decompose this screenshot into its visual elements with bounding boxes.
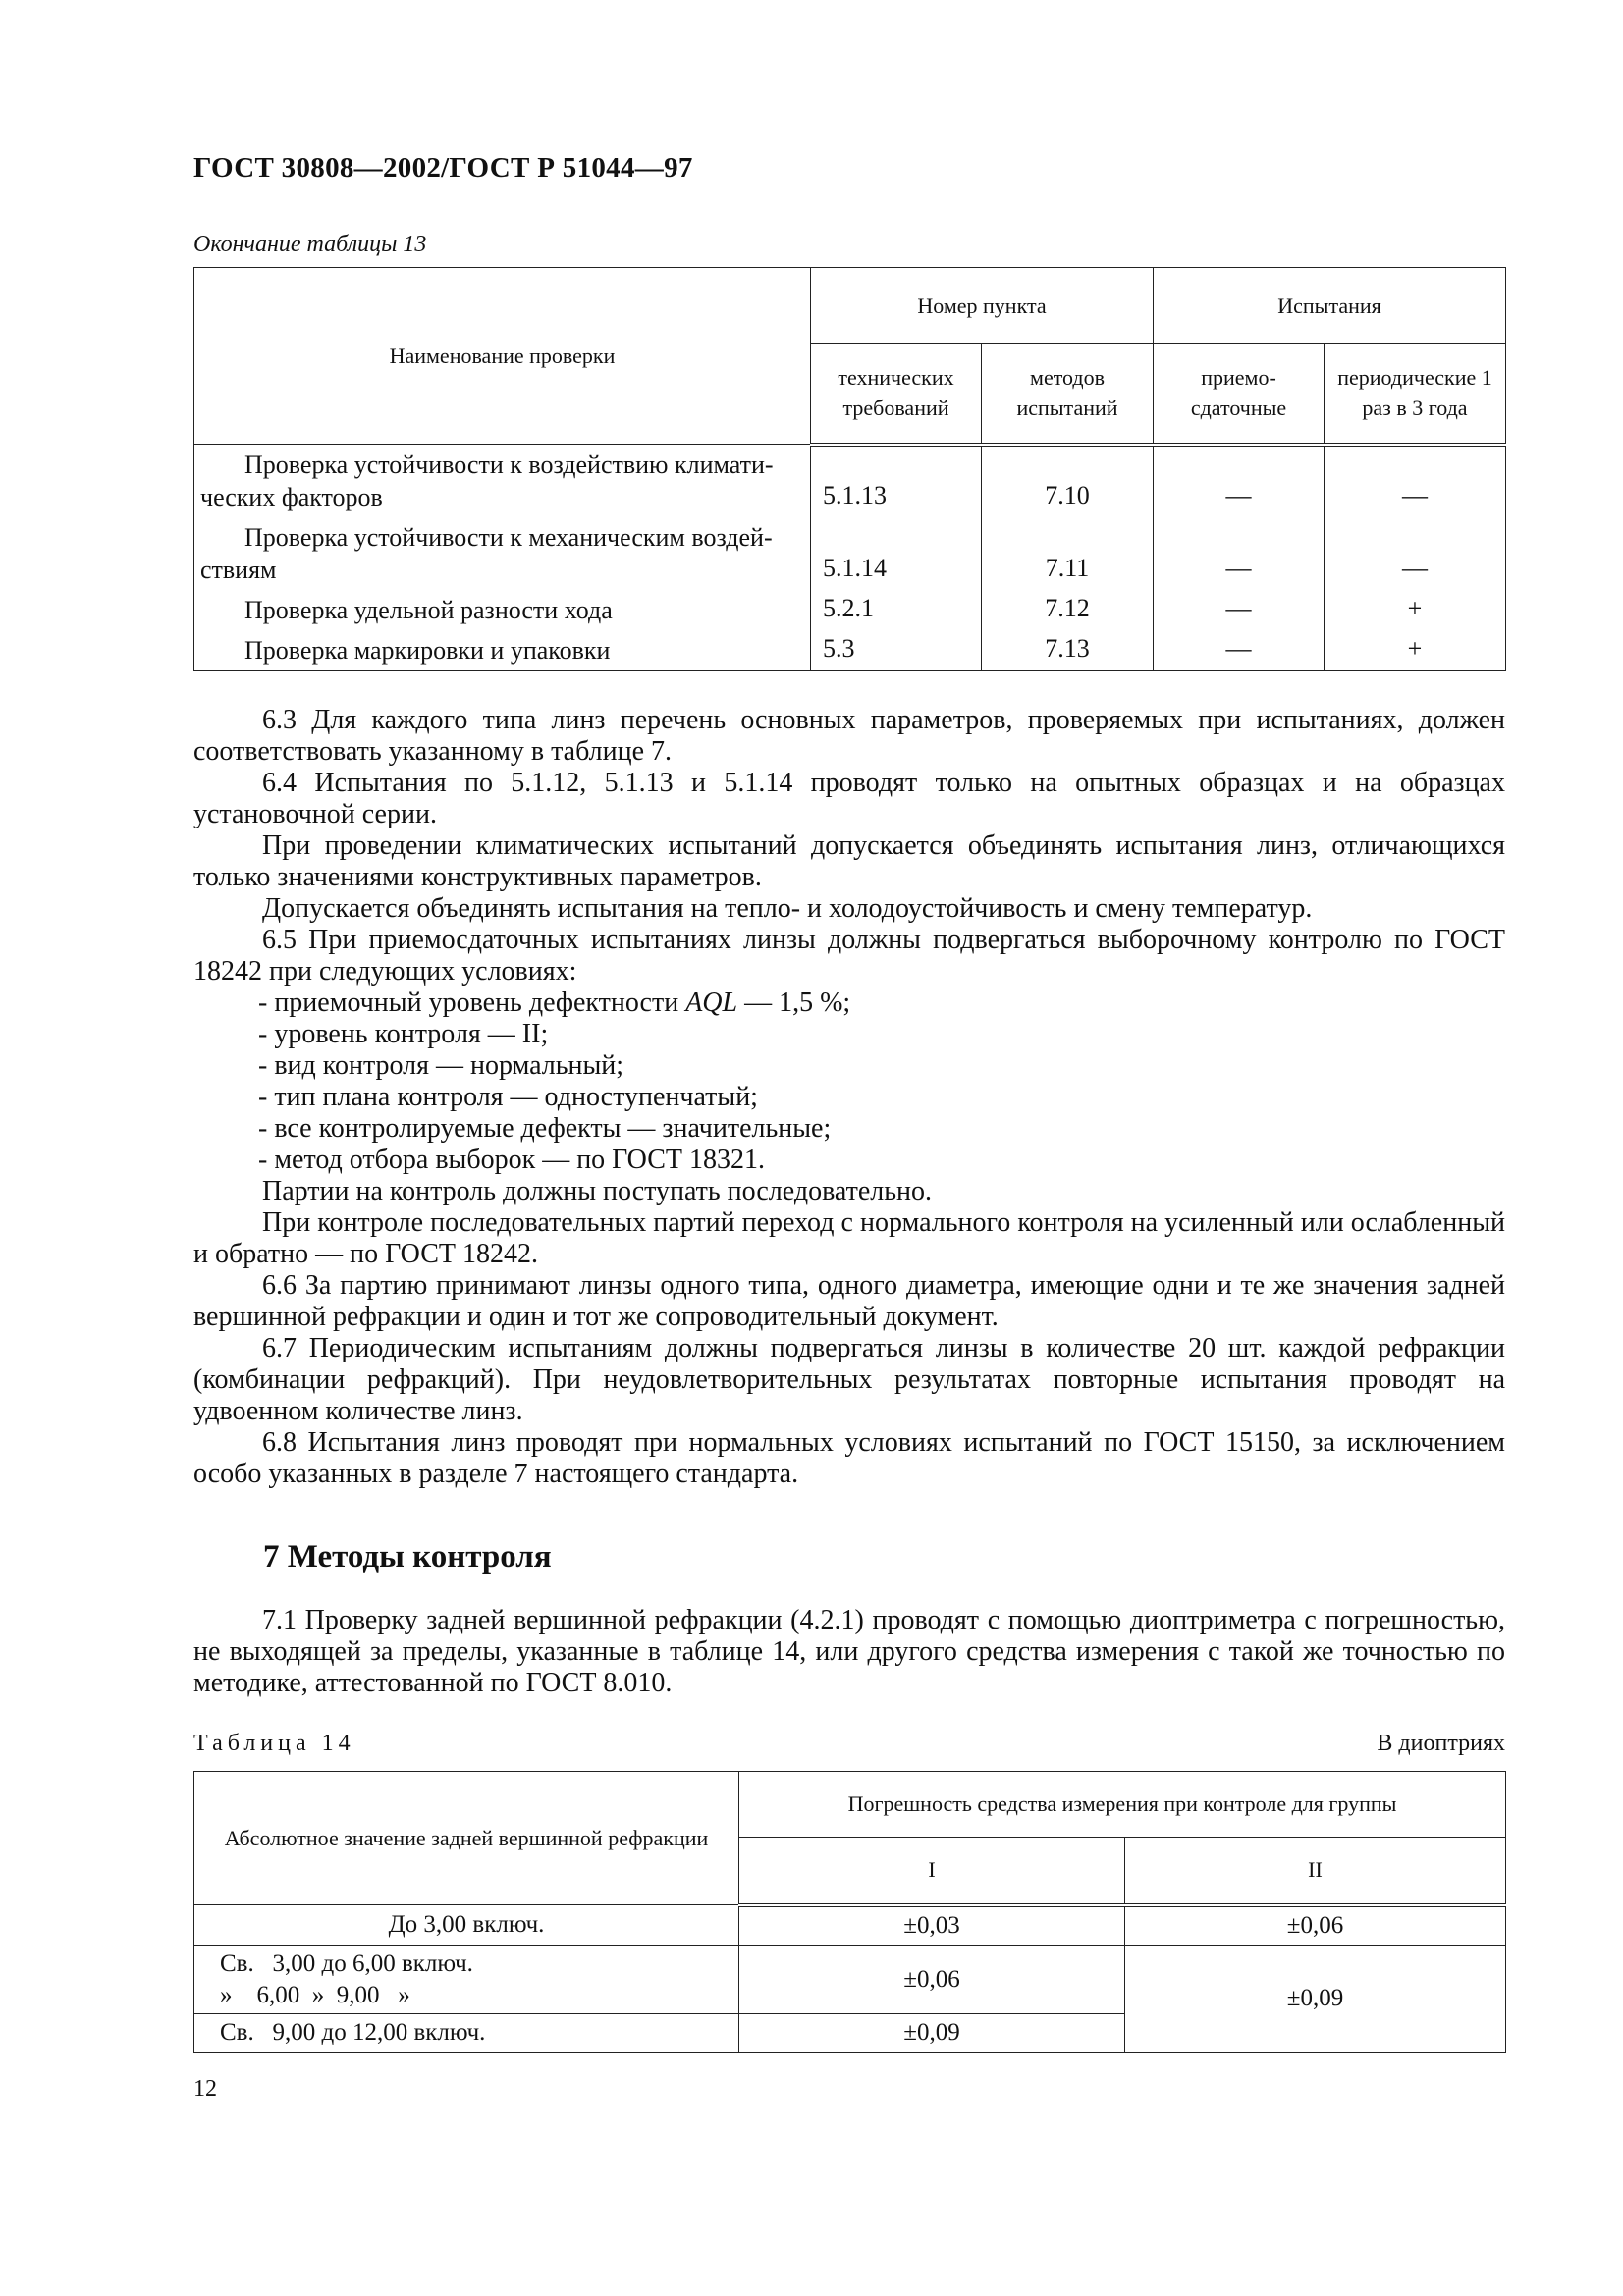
row-accept: — [1154, 517, 1325, 590]
paragraph-6-5: 6.5 При приемосдаточных испытаниях линзы должны подвергаться выборочному контролю по ГОСТ 18242 при следующих условиях: [193, 925, 1505, 987]
col-header-tech-req: технических требований [811, 344, 982, 445]
row-tech: 5.1.14 [811, 517, 982, 590]
table-row [194, 445, 1506, 518]
section-6-text [193, 705, 1505, 1490]
row-name-line1: Проверка удельной разности хода [244, 596, 613, 624]
row-periodic: + [1325, 630, 1506, 671]
list-item: - метод отбора выборок — по ГОСТ 18321. [258, 1145, 766, 1175]
col-header-name: Наименование проверки [194, 268, 811, 445]
row-name-line2: ческих факторов [200, 483, 383, 511]
section-7-text [193, 1605, 1505, 1699]
col-header-acceptance: приемо- сдаточные [1154, 344, 1325, 445]
row-group-1: ±0,06 [739, 1946, 1125, 2014]
section-7-heading: 7 Методы контроля [263, 1539, 552, 1575]
row-method: 7.12 [982, 590, 1154, 630]
row-tech: 5.3 [811, 630, 982, 671]
col-header-periodic: периодические 1 раз в 3 года [1325, 344, 1506, 445]
table-row [194, 1905, 1506, 1946]
row-periodic: — [1325, 445, 1506, 518]
row-range: Св. 9,00 до 12,00 включ. [194, 2014, 739, 2053]
col-header-item-number: Номер пункта [811, 268, 1154, 344]
list-item: - вид контроля — нормальный; [258, 1050, 624, 1081]
col-header-methods: методов испытаний [982, 344, 1154, 445]
list-item: - уровень контроля — II; [258, 1019, 549, 1049]
page-number: 12 [193, 2076, 217, 2102]
paragraph-6-3: 6.3 Для каждого типа линз перечень основных параметров, проверяемых при испытаниях, должен соответствовать указанному в таблице 7. [193, 705, 1505, 767]
row-tech: 5.2.1 [811, 590, 982, 630]
row-name-line2: ствиям [200, 556, 277, 584]
row-name-line1: Проверка устойчивости к воздействию климати- [244, 451, 774, 479]
list-item-text: — 1,5 %; [737, 988, 851, 1018]
table-13 [193, 267, 1506, 671]
paragraph-6-6: 6.6 За партию принимают линзы одного типа, одного диаметра, имеющие одни и те же значения задней вершинной рефракции и один и тот же сопроводительный документ. [193, 1270, 1505, 1332]
table-13-caption: Окончание таблицы 13 [193, 232, 427, 257]
row-accept: — [1154, 445, 1325, 518]
row-group-1: ±0,03 [739, 1905, 1125, 1946]
paragraph-7-1: 7.1 Проверку задней вершинной рефракции (4.2.1) проводят с помощью диоптриметра с погрешностью, не выходящей за пределы, указанные в таблице 14, или другого средства измерения с такой же точностью по методике, аттестованной по ГОСТ 8.010. [193, 1605, 1505, 1698]
row-group-2: ±0,06 [1125, 1905, 1506, 1946]
row-periodic: + [1325, 590, 1506, 630]
row-tech: 5.1.13 [811, 445, 982, 518]
list-item: - все контролируемые дефекты — значительные; [258, 1113, 832, 1144]
row-group-1: ±0,09 [739, 2014, 1125, 2053]
row-group-2-merged: ±0,09 [1125, 1946, 1506, 2053]
row-periodic: — [1325, 517, 1506, 590]
col-header-group-1: I [739, 1838, 1125, 1905]
col-header-refraction-value: Абсолютное значение задней вершинной рефракции [194, 1772, 739, 1905]
paragraph-6-7: 6.7 Периодическим испытаниям должны подвергаться линзы в количестве 20 шт. каждой рефракции (комбинации рефракций). При неудовлетворительных результатах повторные испытания проводят на удвоенном количестве линз. [193, 1333, 1505, 1426]
paragraph-6-8: 6.8 Испытания линз проводят при нормальных условиях испытаний по ГОСТ 15150, за исключением особо указанных в разделе 7 настоящего стандарта. [193, 1427, 1505, 1489]
table-row [194, 630, 1506, 671]
row-accept: — [1154, 630, 1325, 671]
col-header-group-2: II [1125, 1838, 1506, 1905]
row-range-line1: Св. 3,00 до 6,00 включ. [220, 1949, 473, 1977]
list-item-text: - приемочный уровень дефектности [258, 988, 686, 1018]
document-header: ГОСТ 30808—2002/ГОСТ Р 51044—97 [193, 152, 693, 184]
table-14-label: Таблица 14 [193, 1731, 355, 1756]
row-name-line1: Проверка маркировки и упаковки [244, 636, 611, 665]
col-header-error: Погрешность средства измерения при контроле для группы [739, 1772, 1506, 1838]
row-method: 7.13 [982, 630, 1154, 671]
row-accept: — [1154, 590, 1325, 630]
table-14 [193, 1771, 1506, 2053]
table-row [194, 517, 1506, 590]
list-item [193, 988, 1505, 1019]
list-item-aql: AQL [685, 988, 738, 1018]
row-method: 7.11 [982, 517, 1154, 590]
paragraph-climatic: При проведении климатических испытаний допускается объединять испытания линз, отличающихся только значениями конструктивных параметров. [193, 830, 1505, 892]
row-range-line2: » 6,00 » 9,00 » [220, 1981, 410, 2008]
table-row [194, 1946, 1506, 2014]
paragraph-transition: При контроле последовательных партий переход с нормального контроля на усиленный или ослабленный и обратно — по ГОСТ 18242. [193, 1207, 1505, 1269]
table-row [194, 590, 1506, 630]
paragraph-batches: Партии на контроль должны поступать последовательно. [262, 1176, 933, 1206]
table-14-units: В диоптриях [1377, 1731, 1505, 1756]
paragraph-6-4: 6.4 Испытания по 5.1.12, 5.1.13 и 5.1.14 проводят только на опытных образцах и на образцах установочной серии. [193, 768, 1505, 829]
list-item: - тип плана контроля — одноступенчатый; [258, 1082, 758, 1112]
row-range: До 3,00 включ. [194, 1905, 739, 1946]
row-name-line1: Проверка устойчивости к механическим воздей- [244, 523, 773, 552]
row-range [194, 1946, 739, 2014]
paragraph-combine: Допускается объединять испытания на тепло- и холодоустойчивость и смену температур. [262, 893, 1313, 924]
row-method: 7.10 [982, 445, 1154, 518]
col-header-tests: Испытания [1154, 268, 1506, 344]
